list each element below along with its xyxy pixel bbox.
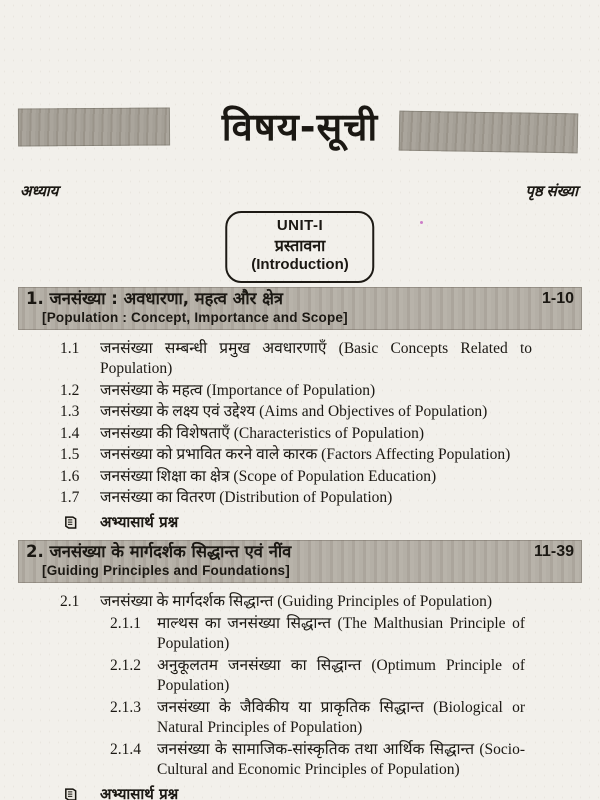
unit-number: UNIT-I [276,217,324,234]
section-1-titles [26,289,348,326]
item-number: 1.3 [60,403,80,421]
item-number: 1.4 [60,424,80,442]
toc-item [60,445,582,466]
exercise-label: अभ्यासार्थ प्रश्न [100,512,179,531]
scan-speckle [420,221,423,224]
toc-item [60,467,582,488]
section-1-title-english: [Population : Concept, Importance and Scope] [42,309,348,325]
exercise-row [60,784,582,800]
item-number: 2.1.4 [110,740,141,758]
section-1-title-hindi: 1. जनसंख्या : अवधारणा, महत्व और क्षेत्र [26,289,284,308]
section-2-header [18,540,582,583]
item-text: जनसंख्या शिक्षा का क्षेत्र (Scope of Population Education) [100,467,437,485]
page-title: विषय-सूची [221,105,379,149]
item-number: 2.1 [60,593,80,611]
toc-item [60,402,582,423]
section-2-items [60,592,582,800]
section-1-header [18,287,582,330]
chapter-column-label: अध्याय [20,184,59,200]
exercise-label: अभ्यासार्थ प्रश्न [100,784,179,800]
toc-content [18,287,582,800]
item-number: 1.1 [60,339,80,357]
section-1-items [60,339,582,533]
toc-item [60,381,582,402]
book-icon [63,515,78,530]
section-2-title-hindi: 2. जनसंख्या के मार्गदर्शक सिद्धान्त एवं नींव [26,542,292,562]
item-number: 2.1.2 [110,656,141,674]
item-text: जनसंख्या के मार्गदर्शक सिद्धान्त (Guiding Principles of Population) [100,593,493,611]
section-2-number: 2. [26,542,44,562]
section-1-number: 1. [26,289,44,308]
item-number: 1.6 [60,467,80,485]
section-2-titles [26,542,291,579]
item-text: जनसंख्या की विशेषताएँ (Characteristics of Population) [100,424,425,442]
toc-subitem [110,698,582,739]
toc-item [60,339,582,380]
item-number: 1.5 [60,446,80,464]
column-headers [20,181,578,201]
item-text: जनसंख्या सम्बन्धी प्रमुख अवधारणाएँ (Basic Concepts Related to Population) [100,339,532,378]
toc-subitem [110,656,582,697]
section-2-title-english: [Guiding Principles and Foundations] [42,563,290,579]
item-number: 1.7 [60,489,80,507]
item-text: जनसंख्या के महत्व (Importance of Population) [100,381,376,399]
item-text: जनसंख्या के सामाजिक-सांस्कृतिक तथा आर्थिक सिद्धान्त (Socio-Cultural and Economic Principles of Population) [157,740,525,779]
unit-box [225,211,374,283]
section-2-page-range: 11-39 [533,543,574,561]
item-text: जनसंख्या को प्रभावित करने वाले कारक (Factors Affecting Population) [100,446,511,464]
item-number: 2.1.1 [110,614,141,632]
item-number: 2.1.3 [110,698,141,716]
toc-item [60,424,582,445]
toc-subitem [110,614,582,655]
item-text: जनसंख्या का वितरण (Distribution of Population) [100,489,393,507]
toc-subitem [110,740,582,781]
section-1-page-range: 1-10 [541,290,574,307]
unit-title-hindi: प्रस्तावना [274,235,326,255]
toc-item [60,488,582,509]
exercise-row [60,512,582,533]
item-text: जनसंख्या के जैविकीय या प्राकृतिक सिद्धान्त (Biological or Natural Principles of Population) [157,698,525,737]
item-text: जनसंख्या के लक्ष्य एवं उद्देश्य (Aims and Objectives of Population) [100,403,488,421]
book-icon [63,787,78,800]
toc-item [60,592,582,613]
item-text: माल्थस का जनसंख्या सिद्धान्त (The Malthusian Principle of Population) [157,614,525,653]
unit-title-english: (Introduction) [251,255,349,273]
item-text: अनुकूलतम जनसंख्या का सिद्धान्त (Optimum Principle of Population) [157,656,525,695]
page-number-column-label: पृष्ठ संख्या [525,184,578,200]
item-number: 1.2 [60,381,80,399]
